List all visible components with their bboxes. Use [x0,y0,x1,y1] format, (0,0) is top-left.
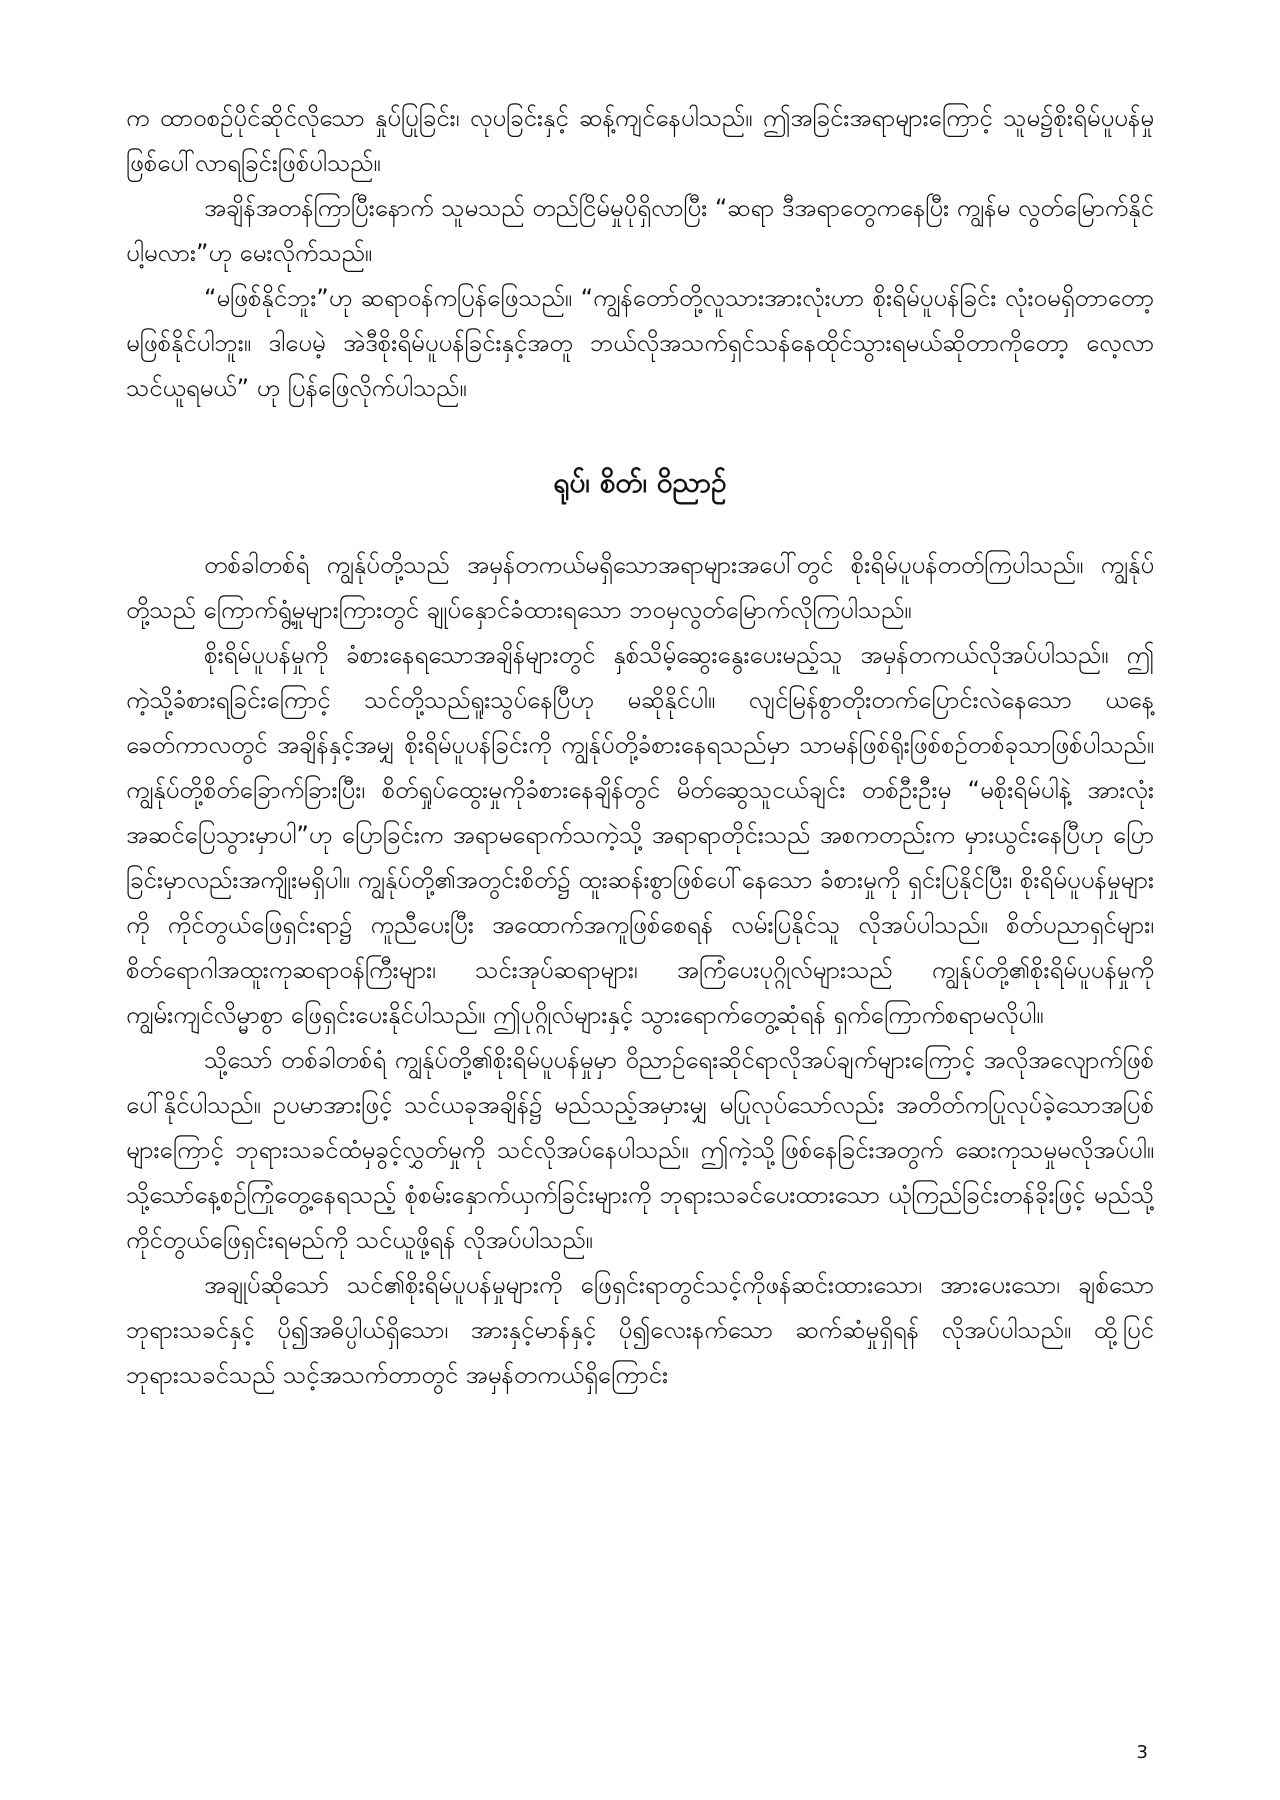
paragraph: သို့သော် တစ်ခါတစ်ရံ ကျွန်ုပ်တို့၏စိုးရိမ်ပူပန်မှုမှာ ဝိညာဉ်ရေးဆိုင်ရာလိုအပ်ချက်များကြောင့် အလိုအလျောက်ဖြစ်ပေါ်နိုင်ပါသည်။ ဥပမာအားဖြင့် သင်ယခုအချိန်၌ မည်သည့်အမှားမျှ မပြုလုပ်သော်လည်း အတိတ်ကပြုလုပ်ခဲ့သောအပြစ်များကြောင့် ဘုရားသခင်ထံမှခွင့်လွှတ်မှုကို သင်လိုအပ်နေပါသည်။ ဤကဲ့သို့ဖြစ်နေခြင်းအတွက် ဆေးကုသမှုမလိုအပ်ပါ။ သို့သော်နေ့စဉ်ကြုံတွေ့နေရသည့် စုံစမ်းနှောက်ယှက်ခြင်းများကို ဘုရားသခင်ပေးထားသော ယုံကြည်ခြင်းတန်ခိုးဖြင့် မည်သို့ကိုင်တွယ်ဖြေရှင်းရမည်ကို သင်ယူဖို့ရန် လိုအပ်ပါသည်။ [126,1046,1154,1254]
paragraph: စိုးရိမ်ပူပန်မှုကို ခံစားနေရသောအချိန်များတွင် နှစ်သိမ့်ဆွေးနွေးပေးမည့်သူ အမှန်တကယ်လိုအပ်ပါသည်။ ဤကဲ့သို့ခံစားရခြင်းကြောင့် သင်တို့သည်ရူးသွပ်နေပြီဟု မဆိုနိုင်ပါ။ လျင်မြန်စွာတိုးတက်ပြောင်းလဲနေသော ယနေ့ခေတ်ကာလတွင် အချိန်နှင့်အမျှ စိုးရိမ်ပူပန်ခြင်းကို ကျွန်ုပ်တို့ခံစားနေရသည်မှာ သာမန်ဖြစ်ရိုးဖြစ်စဉ်တစ်ခုသာဖြစ်ပါသည်။ ကျွန်ုပ်တို့စိတ်ခြောက်ခြားပြီး၊ စိတ်ရှုပ်ထွေးမှုကိုခံစားနေချိန်တွင် မိတ်ဆွေသူငယ်ချင်း တစ်ဦးဦးမှ “မစိုးရိမ်ပါနဲ့ အားလုံးအဆင်ပြေသွားမှာပါ”ဟု ပြောခြင်းက အရာမရောက်သကဲ့သို့ အရာရာတိုင်းသည် အစကတည်းက မှားယွင်းနေပြီဟု ပြောခြင်းမှာလည်းအကျိုးမရှိပါ။ ကျွန်ုပ်တို့၏အတွင်းစိတ်၌ ထူးဆန်းစွာဖြစ်ပေါ်နေသော ခံစားမှုကို ရှင်းပြနိုင်ပြီး၊ စိုးရိမ်ပူပန်မှုများကို ကိုင်တွယ်ဖြေရှင်းရာ၌ ကူညီပေးပြီး အထောက်အကူဖြစ်စေရန် လမ်းပြနိုင်သူ လိုအပ်ပါသည်။ စိတ်ပညာရှင်များ၊ စိတ်ရောဂါအထူးကုဆရာဝန်ကြီးများ၊ သင်းအုပ်ဆရာများ၊ အကြံပေးပုဂ္ဂိုလ်များသည် ကျွန်ုပ်တို့၏စိုးရိမ်ပူပန်မှုကို ကျွမ်းကျင်လိမ္မာစွာ ဖြေရှင်းပေးနိုင်ပါသည်။ ဤပုဂ္ဂိုလ်များနှင့် သွားရောက်တွေ့ဆုံရန် ရှက်ကြောက်စရာမလိုပါ။ [126,641,1154,1029]
paragraph: အချုပ်ဆိုသော် သင်၏စိုးရိမ်ပူပန်မှုများကို ဖြေရှင်းရာတွင်သင့်ကိုဖန်ဆင်းထားသော၊ အားပေးသော၊ ချစ်သောဘုရားသခင်နှင့် ပို၍အဓိပ္ပါယ်ရှိသော၊ အားနှင့်မာန်နှင့် ပို၍လေးနက်သော ဆက်ဆံမှုရှိရန် လိုအပ်ပါသည်။ ထို့ပြင် ဘုရားသခင်သည် သင့်အသက်တာတွင် အမှန်တကယ်ရှိကြောင်း [126,1271,1154,1389]
page-number: 3 [1136,1742,1148,1763]
section-heading: ရုပ်၊ စိတ်၊ ဝိညာဉ် [553,466,727,499]
paragraph: အချိန်အတန်ကြာပြီးနောက် သူမသည် တည်ငြိမ်မှုပိုရှိလာပြီး “ဆရာ ဒီအရာတွေကနေပြီး ကျွန်မ လွတ်မြောက်နိုင်ပါ့မလား”ဟု မေးလိုက်သည်။ [126,194,1154,267]
paragraph-continuation: က ထာဝစဉ်ပိုင်ဆိုင်လိုသော နှုပ်ပြုခြင်း၊ လုပခြင်းနှင့် ဆန့်ကျင်နေပါသည်။ ဤအခြင်းအရာများကြောင့် သူမ၌စိုးရိမ်ပူပန်မှု ဖြစ်ပေါ်လာရခြင်းဖြစ်ပါသည်။ [126,104,1154,177]
paragraph: “မဖြစ်နိုင်ဘူး”ဟု ဆရာဝန်ကပြန်ဖြေသည်။ “ကျွန်တော်တို့လူသားအားလုံးဟာ စိုးရိမ်ပူပန်ခြင်း လုံးဝမရှိတာတော့မဖြစ်နိုင်ပါဘူး။ ဒါပေမဲ့ အဲဒီစိုးရိမ်ပူပန်ခြင်းနှင့်အတူ ဘယ်လိုအသက်ရှင်သန်နေထိုင်သွားရမယ်ဆိုတာကိုတော့ လေ့လာသင်ယူရမယ်” ဟု ပြန်ဖြေလိုက်ပါသည်။ [126,284,1154,402]
paragraph: တစ်ခါတစ်ရံ ကျွန်ုပ်တို့သည် အမှန်တကယ်မရှိသောအရာများအပေါ်တွင် စိုးရိမ်ပူပန်တတ်ကြပါသည်။ ကျွန်ုပ်တို့သည် ကြောက်ရွံ့မှုများကြားတွင် ချုပ်နှောင်ခံထားရသော ဘဝမှလွတ်မြောက်လိုကြပါသည်။ [126,551,1154,624]
